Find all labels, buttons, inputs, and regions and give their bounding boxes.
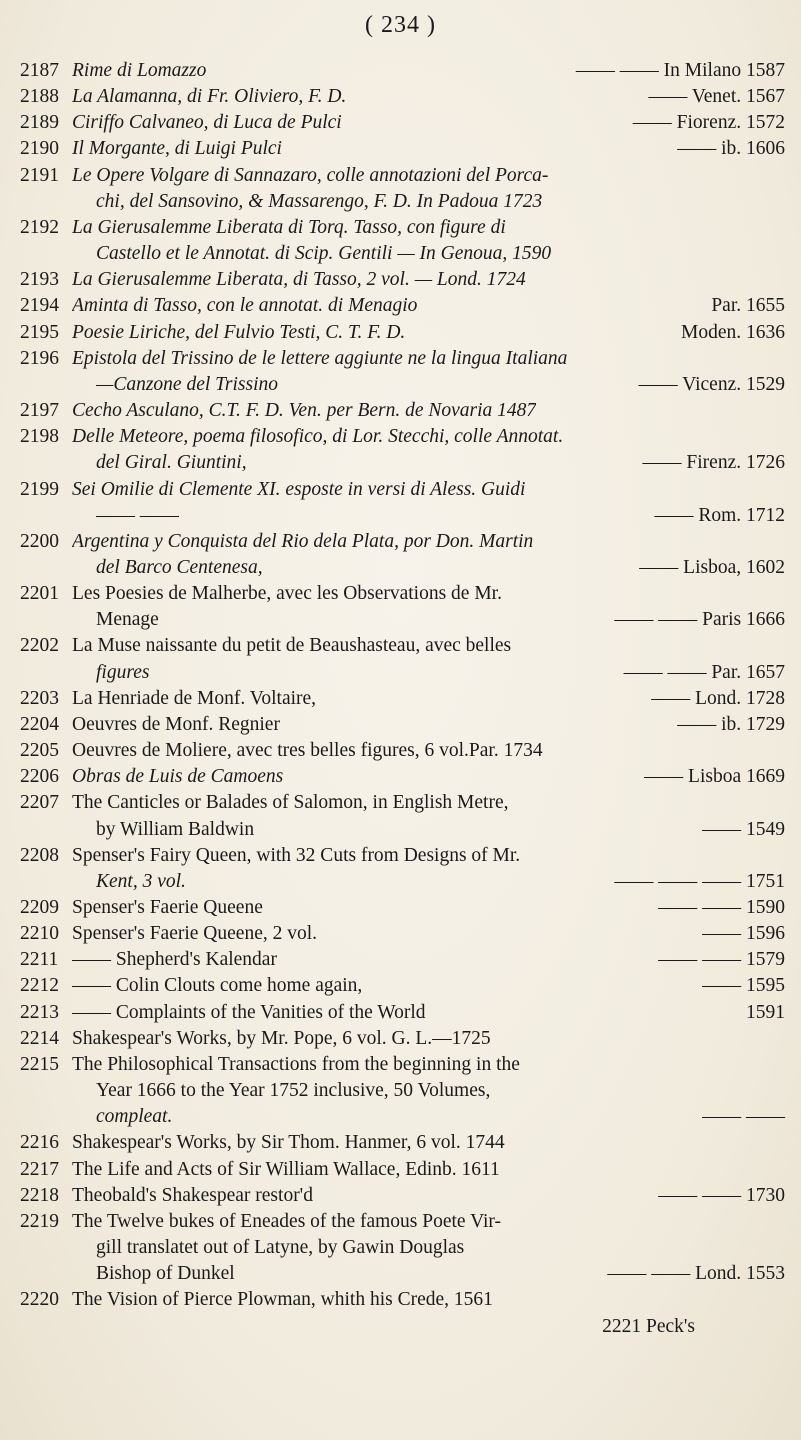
entry-line [72,503,785,529]
entry-text: figures [96,661,150,683]
entry-body [72,1209,785,1287]
entry-text: Oeuvres de Moliere, avec tres belles figures, 6 vol.Par. 1734 [72,740,543,762]
catalogue-entry [20,1000,785,1026]
catalogue-entry [20,764,785,790]
entry-text: Epistola del Trissino de le lettere aggiunte ne la lingua Italiana [72,347,568,369]
entry-line [72,477,785,503]
entry-number: 2205 [20,740,59,762]
entry-number: 2198 [20,426,59,448]
entry-text: La Gierusalemme Liberata, di Tasso, 2 vol. — Lond. 1724 [72,269,526,291]
entry-line [72,660,785,686]
entry-body [72,1157,785,1183]
entry-line [72,241,785,267]
entry-line [72,163,785,189]
entry-number: 2218 [20,1184,59,1206]
entry-imprint: —— —— 1590 [658,897,785,918]
entry-imprint: —— —— Paris 1666 [614,609,785,631]
catalogue-entry [20,398,785,424]
entry-body [72,1026,785,1052]
entry-line [72,529,785,555]
entry-line [72,1130,785,1156]
entry-text: Kent, 3 vol. [96,870,186,892]
entry-text: Poesie Liriche, del Fulvio Testi, C. T. F. D. [72,321,406,343]
entry-line [72,1157,785,1183]
entry-body [72,320,785,346]
entry-text: Castello et le Annotat. di Scip. Gentili — In Genoua, 1590 [96,243,552,265]
entry-number: 2208 [20,844,59,866]
entry-line [72,1261,785,1287]
entry-number: 2191 [20,164,59,186]
entry-line [72,320,785,346]
entry-body [72,84,785,110]
entry-text: Le Opere Volgare di Sannazaro, colle annotazioni del Porca- [72,164,549,186]
entry-body [72,1130,785,1156]
entry-body [72,424,785,476]
entry-body [72,895,785,921]
entry-line [72,686,785,712]
entry-number: 2206 [20,766,59,788]
catalogue-entry [20,1026,785,1052]
entry-text: Delle Meteore, poema filosofico, di Lor. Stecchi, colle Annotat. [72,426,564,448]
entry-body [72,764,785,790]
catalogue-entry [20,424,785,476]
entry-text: del Giral. Giuntini, [96,452,247,474]
entry-body [72,633,785,685]
catalogue-entry [20,320,785,346]
catalogue-entry [20,895,785,921]
entry-imprint: —— Fiorenz. 1572 [632,112,785,134]
catalogue-entry [20,790,785,842]
entry-text: Aminta di Tasso, con le annotat. di Menagio [72,295,418,317]
entry-imprint: —— ib. 1729 [677,713,785,735]
entry-imprint: —— Rom. 1712 [654,504,785,526]
entry-text: Ciriffo Calvaneo, di Luca de Pulci [72,112,342,134]
entry-text: Il Morgante, di Luigi Pulci [72,138,282,160]
entry-imprint: —— Venet. 1567 [648,86,785,108]
entry-line [72,607,785,633]
entry-line [72,450,785,476]
entry-text: Spenser's Faerie Queene, 2 vol. [72,923,318,945]
catalogue-entry [20,110,785,136]
entry-number: 2199 [20,478,59,500]
catalogue-entry [20,1052,785,1130]
catalogue-entry [20,947,785,973]
entry-line [72,790,785,816]
entry-number: 2215 [20,1053,59,1075]
entry-text: —— Colin Clouts come home again, [72,975,363,997]
catalogue-entry [20,84,785,110]
entry-text: chi, del Sansovino, & Massarengo, F. D. In Padoua 1723 [96,190,543,212]
catalogue-entry [20,529,785,581]
entry-text: gill translatet out of Latyne, by Gawin Douglas [96,1237,465,1259]
entry-number: 2195 [20,321,59,343]
catalogue-entry [20,267,785,293]
entry-text: —— Complaints of the Vanities of the World [72,1001,426,1023]
entry-number: 2200 [20,530,59,552]
entry-text: La Henriade de Monf. Voltaire, [72,687,317,709]
entry-text: Spenser's Faerie Queene [72,897,263,918]
entry-body [72,477,785,529]
entry-number: 2196 [20,347,59,369]
entry-number: 2212 [20,975,59,997]
entry-body [72,346,785,398]
catalogue-entry [20,1209,785,1287]
entry-text: Argentina y Conquista del Rio dela Plata, por Don. Martin [72,530,534,552]
entry-text: The Canticles or Balades of Salomon, in English Metre, [72,792,509,814]
entry-imprint: —— —— —— 1751 [614,870,785,892]
entry-number: 2219 [20,1210,59,1232]
entry-body [72,110,785,136]
entry-number: 2216 [20,1132,59,1154]
entry-line [72,398,785,424]
entry-text: Shakespear's Works, by Sir Thom. Hanmer, 6 vol. 1744 [72,1132,505,1154]
entry-text: Bishop of Dunkel [96,1263,235,1285]
entry-body [72,1000,785,1026]
entry-imprint: —— Vicenz. 1529 [638,373,785,395]
entry-line [72,1052,785,1078]
entry-number: 2190 [20,138,59,160]
entry-text: Rime di Lomazzo [72,60,207,81]
entry-body [72,398,785,424]
entry-text: Obras de Luis de Camoens [72,766,284,788]
catalogue-entry [20,921,785,947]
entry-line [72,84,785,110]
catalogue-entry [20,163,785,215]
entry-text: Les Poesies de Malherbe, avec les Observations de Mr. [72,583,502,605]
catalogue-entry [20,712,785,738]
entry-imprint: —— —— Lond. 1553 [607,1263,785,1285]
entry-text: La Alamanna, di Fr. Oliviero, F. D. [72,86,347,108]
entry-imprint: —— Lisboa 1669 [644,766,785,788]
entry-text: Cecho Asculano, C.T. F. D. Ven. per Bern. de Novaria 1487 [72,400,537,422]
entry-number: 2204 [20,713,59,735]
catalogue-entry [20,1287,785,1313]
entry-number: 2203 [20,687,59,709]
entry-line [72,1287,785,1313]
catalogue-entry [20,293,785,319]
entry-number: 2187 [20,60,59,81]
entry-number: 2220 [20,1289,59,1311]
catalogue-entry [20,1157,785,1183]
entry-body [72,843,785,895]
entry-body [72,790,785,842]
entry-line [72,424,785,450]
entry-body [72,1183,785,1209]
entry-imprint: —— 1596 [702,923,785,945]
catchword: 2221 Peck's [602,1315,695,1337]
entry-line [72,947,785,973]
entry-number: 2202 [20,635,59,657]
entry-line [72,843,785,869]
entry-body [72,293,785,319]
entry-text: Spenser's Fairy Queen, with 32 Cuts from Designs of Mr. [72,844,521,866]
entry-number: 2209 [20,897,59,918]
entry-imprint: —— —— Par. 1657 [623,661,785,683]
entry-line [72,189,785,215]
entry-line [72,215,785,241]
entry-line [72,1183,785,1209]
catalogue-entry [20,215,785,267]
entry-line [72,1000,785,1026]
entry-text: The Philosophical Transactions from the beginning in the [72,1053,520,1075]
catalogue-entries [20,58,785,1340]
entry-line [72,267,785,293]
entry-line [72,372,785,398]
entry-text: Menage [96,609,159,631]
catalogue-entry [20,581,785,633]
entry-body [72,1287,785,1313]
entry-text: —— Shepherd's Kalendar [72,949,277,971]
entry-imprint: —— —— [702,1106,785,1128]
entry-text: by William Baldwin [96,818,255,840]
entry-imprint: —— —— 1730 [658,1184,785,1206]
entry-imprint: Par. 1655 [711,295,785,317]
entry-line [72,712,785,738]
catalogue-entry [20,1130,785,1156]
entry-number: 2210 [20,923,59,945]
entry-number: 2217 [20,1158,59,1180]
entry-line [72,633,785,659]
entry-body [72,712,785,738]
entry-imprint: —— 1595 [702,975,785,997]
entry-body [72,581,785,633]
entry-body [72,921,785,947]
entry-number: 2201 [20,583,59,605]
entry-imprint: 1591 [746,1001,785,1023]
entry-imprint: —— ib. 1606 [677,138,785,160]
entry-body [72,947,785,973]
catalogue-entry [20,686,785,712]
entry-number: 2193 [20,269,59,291]
entry-imprint: —— Lond. 1728 [651,687,785,709]
entry-imprint: —— 1549 [702,818,785,840]
entry-line [72,738,785,764]
catalogue-entry [20,346,785,398]
entry-text: —— —— [96,504,179,526]
entry-line [72,581,785,607]
entry-line [72,1026,785,1052]
entry-text: The Life and Acts of Sir William Wallace, Edinb. 1611 [72,1158,500,1180]
entry-text: Year 1666 to the Year 1752 inclusive, 50 Volumes, [96,1080,491,1102]
entry-line [72,293,785,319]
entry-text: La Muse naissante du petit de Beaushasteau, avec belles [72,635,512,657]
entry-number: 2197 [20,400,59,422]
entry-line [72,1104,785,1130]
entry-number: 2188 [20,86,59,108]
entry-text: del Barco Centenesa, [96,556,263,578]
entry-line [72,817,785,843]
entry-body [72,215,785,267]
entry-body [72,163,785,215]
entry-number: 2194 [20,295,59,317]
entry-line [72,1078,785,1104]
entry-text: Theobald's Shakespear restor'd [72,1184,313,1206]
entry-text: compleat. [96,1106,173,1128]
entry-line [72,895,785,921]
entry-line [72,869,785,895]
entry-line [72,1209,785,1235]
entry-line [72,346,785,372]
page-number: ( 234 ) [365,12,436,38]
entry-text: The Twelve bukes of Eneades of the famous Poete Vir- [72,1210,502,1232]
entry-imprint: —— Lisboa, 1602 [639,556,785,578]
catalogue-entry [20,136,785,162]
entry-number: 2213 [20,1001,59,1023]
catalogue-entry [20,633,785,685]
entry-text: Shakespear's Works, by Mr. Pope, 6 vol. G. L.—1725 [72,1027,491,1049]
entry-body [72,1052,785,1130]
entry-imprint: —— Firenz. 1726 [642,452,785,474]
entry-imprint: —— —— In Milano 1587 [575,60,785,81]
entry-body [72,58,785,84]
entry-number: 2189 [20,112,59,134]
entry-line [72,921,785,947]
catalogue-entry [20,477,785,529]
entry-body [72,136,785,162]
catalogue-entry [20,973,785,999]
entry-number: 2211 [20,949,59,971]
entry-line [72,58,785,84]
entry-number: 2192 [20,216,59,238]
entry-imprint: —— —— 1579 [658,949,785,971]
entry-body [72,738,785,764]
entry-body [72,529,785,581]
catalogue-entry [20,843,785,895]
entry-line [72,555,785,581]
entry-number: 2214 [20,1027,59,1049]
entry-number: 2207 [20,792,59,814]
entry-line [72,973,785,999]
entry-body [72,267,785,293]
entry-text: Sei Omilie di Clemente XI. esposte in versi di Aless. Guidi [72,478,526,500]
entry-text: —Canzone del Trissino [96,373,279,395]
entry-text: Oeuvres de Monf. Regnier [72,713,280,735]
catalogue-entry [20,1183,785,1209]
entry-line [72,136,785,162]
entry-line [72,110,785,136]
entry-body [72,973,785,999]
entry-line [72,764,785,790]
catalogue-entry [20,58,785,84]
catalogue-entry [20,738,785,764]
entry-imprint: Moden. 1636 [681,321,785,343]
entry-body [72,686,785,712]
entry-text: La Gierusalemme Liberata di Torq. Tasso, con figure di [72,216,506,238]
entry-line [72,1235,785,1261]
entry-text: The Vision of Pierce Plowman, whith his Crede, 1561 [72,1289,493,1311]
